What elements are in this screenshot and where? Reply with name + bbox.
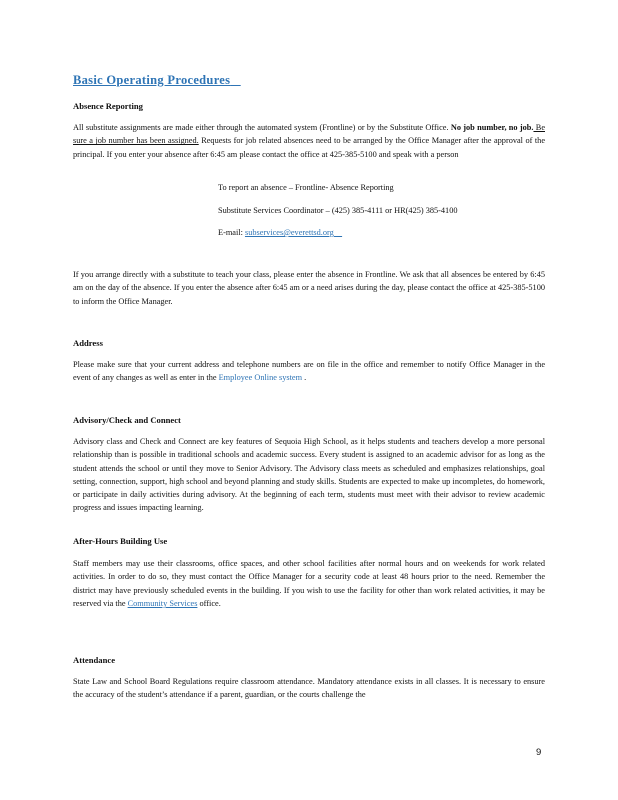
absence-underlined: Be sure a job number has been assigned. [73, 123, 545, 146]
email-line [218, 228, 342, 237]
page-title [73, 73, 545, 88]
heading-attendance: Attendance [73, 655, 116, 665]
heading-after-hours: After-Hours Building Use [73, 536, 168, 546]
after-hours-paragraph [73, 557, 545, 610]
heading-advisory: Advisory/Check and Connect [73, 415, 181, 425]
address-tail: . [302, 373, 307, 383]
advisory-paragraph: Advisory class and Check and Connect are key features of Sequoia High School, as it helps students and teachers develop a more personal relationship than is possible in traditional schools and academic success. Every student is assigned to an academic advisor for as long as the student attends the school or until they move to Senior Advisory. The Advisory class meets as scheduled and emphasizes relationships, goal setting, connection, support, high school and beyond planning and study skills. Students are expected to make up incompletes, do homework, or participate in daily activities during advisory. At the beginning of each term, students must meet with their advisor to review academic progress and issues impacting learning. [73, 437, 545, 513]
email-label: E-mail: [218, 228, 245, 237]
attendance-paragraph: State Law and School Board Regulations require classroom attendance. Mandatory attendance exists in all classes. It is necessary to ensure the accuracy of the student’s attendance if a parent, guardian, or the courts challenge the [73, 677, 545, 700]
community-services-link[interactable]: Community Services [127, 598, 198, 608]
heading-address: Address [73, 338, 103, 348]
coordinator-line: Substitute Services Coordinator – (425) 385-4111 or HR(425) 385-4100 [218, 206, 458, 215]
absence-line2: Requests for job related absences need to be arranged by the Office Manager after the approval of the principal. If you enter your absence after 6:45 am please contact the office at 425-385-5100 and speak with a person [73, 136, 545, 159]
absence-paragraph [73, 121, 545, 161]
address-text: Please make sure that your current address and telephone numbers are on file in the office and remember to notify Office Manager in the event of any changes as well as enter in the [73, 360, 545, 383]
employee-online-link[interactable]: Employee Online system [218, 373, 303, 383]
after-hours-text: Staff members may use their classrooms, office spaces, and other school facilities after normal hours and on weekends for work related activities. In order to do so, they must contact the Office Manager for a security code at least 48 hours prior to the need. Remember the district may have previously scheduled events in the building. If you wish to use the facility for other than work related activities, it may be reserved via the [73, 559, 545, 608]
after-hours-tail: office. [197, 598, 221, 608]
absence-line1: All substitute assignments are made either through the automated system (Frontline) or by the Substitute Office. [73, 123, 449, 132]
heading-absence-reporting: Absence Reporting [73, 101, 143, 111]
absence-paragraph-2: If you arrange directly with a substitute to teach your class, please enter the absence in Frontline. We ask that all absences be entered by 6:45 am on the day of the absence. If you enter the absence after 6:45 am or a need arises during the day, please contact the office at 425-385-5100 to inform the Office Manager. [73, 270, 545, 306]
absence-bold-lead: No job number, no job. [450, 123, 534, 132]
email-link[interactable]: subservices@everettsd.org [244, 228, 334, 237]
report-line: To report an absence – Frontline- Absence Reporting [218, 183, 394, 192]
page-number: 9 [536, 747, 542, 758]
page-title-text: Basic Operating Procedures [73, 73, 231, 87]
address-paragraph [73, 358, 545, 385]
